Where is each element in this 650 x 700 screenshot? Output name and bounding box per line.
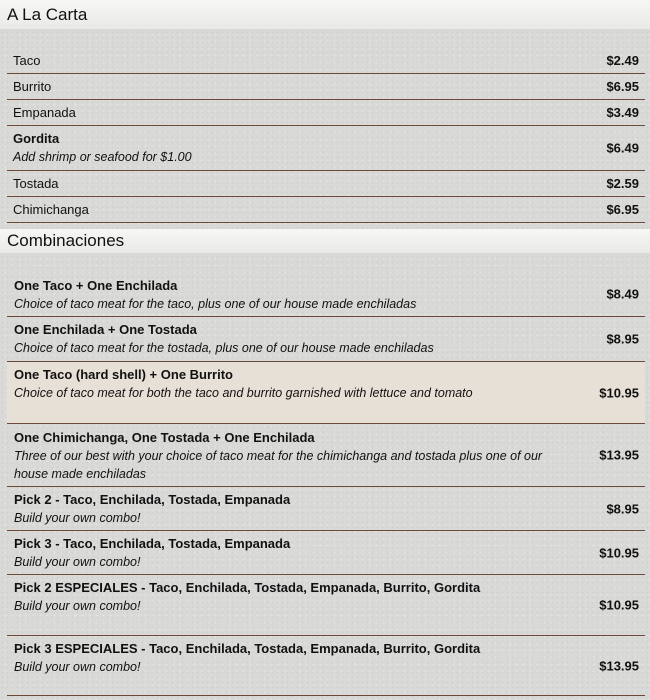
item-description: Build your own combo! bbox=[14, 660, 141, 674]
item-description: Choice of taco meat for the taco, plus one of our house made enchiladas bbox=[14, 297, 417, 311]
combo-item bbox=[7, 575, 645, 636]
item-description: Choice of taco meat for both the taco and burrito garnished with lettuce and tomato bbox=[14, 386, 473, 400]
menu-item-chimichanga bbox=[7, 197, 645, 223]
combo-item bbox=[7, 424, 645, 487]
combo-item bbox=[7, 317, 645, 362]
item-price: $10.95 bbox=[599, 385, 639, 400]
item-price: $10.95 bbox=[599, 597, 639, 613]
item-price: $13.95 bbox=[599, 658, 639, 673]
item-price: $8.49 bbox=[606, 286, 639, 302]
section-title-combinaciones: Combinaciones bbox=[0, 229, 650, 253]
item-description: Build your own combo! bbox=[14, 511, 141, 525]
item-price: $10.95 bbox=[599, 545, 639, 560]
item-price: $8.95 bbox=[606, 501, 639, 516]
item-description: Build your own combo! bbox=[14, 599, 141, 613]
item-description: Three of our best with your choice of taco meat for the chimichanga and tostada plus one of our house made enchiladas bbox=[14, 449, 543, 481]
item-name: Chimichanga bbox=[13, 202, 89, 217]
item-name: Pick 3 ESPECIALES - Taco, Enchilada, Tostada, Empanada, Burrito, Gordita bbox=[14, 641, 481, 656]
combo-item bbox=[7, 362, 645, 424]
item-name: Taco bbox=[13, 53, 41, 68]
item-price: $8.95 bbox=[606, 331, 639, 347]
item-price: $2.59 bbox=[606, 176, 639, 191]
item-name: Gordita bbox=[13, 131, 60, 146]
item-price: $6.49 bbox=[606, 140, 639, 156]
menu-item-tostada bbox=[7, 171, 645, 197]
item-name: One Chimichanga, One Tostada + One Enchilada bbox=[14, 430, 315, 445]
menu-item-burrito bbox=[7, 74, 645, 100]
item-name: Tostada bbox=[13, 176, 59, 191]
item-description: Add shrimp or seafood for $1.00 bbox=[13, 150, 192, 164]
item-name: Empanada bbox=[13, 105, 76, 120]
menu-item-taco bbox=[7, 48, 645, 74]
item-price: $13.95 bbox=[599, 447, 639, 463]
menu-item-gordita bbox=[7, 126, 645, 171]
item-name: One Enchilada + One Tostada bbox=[14, 322, 197, 337]
item-name: One Taco (hard shell) + One Burrito bbox=[14, 367, 233, 382]
section-title-a-la-carta: A La Carta bbox=[0, 0, 650, 29]
item-name: Burrito bbox=[13, 79, 52, 94]
item-price: $3.49 bbox=[606, 105, 639, 120]
item-price: $6.95 bbox=[606, 202, 639, 217]
item-price: $6.95 bbox=[606, 79, 639, 94]
combinaciones-list bbox=[7, 272, 645, 696]
combo-item bbox=[7, 636, 645, 696]
item-name: One Taco + One Enchilada bbox=[14, 278, 178, 293]
combo-item bbox=[7, 487, 645, 531]
item-price: $2.49 bbox=[606, 53, 639, 68]
item-description: Build your own combo! bbox=[14, 555, 141, 569]
item-name: Pick 2 ESPECIALES - Taco, Enchilada, Tostada, Empanada, Burrito, Gordita bbox=[14, 580, 481, 595]
menu-item-empanada bbox=[7, 100, 645, 126]
a-la-carta-list bbox=[7, 48, 645, 223]
item-name: Pick 3 - Taco, Enchilada, Tostada, Empanada bbox=[14, 536, 291, 551]
item-name: Pick 2 - Taco, Enchilada, Tostada, Empanada bbox=[14, 492, 291, 507]
combo-item bbox=[7, 272, 645, 317]
item-description: Choice of taco meat for the tostada, plus one of our house made enchiladas bbox=[14, 341, 434, 355]
combo-item bbox=[7, 531, 645, 575]
